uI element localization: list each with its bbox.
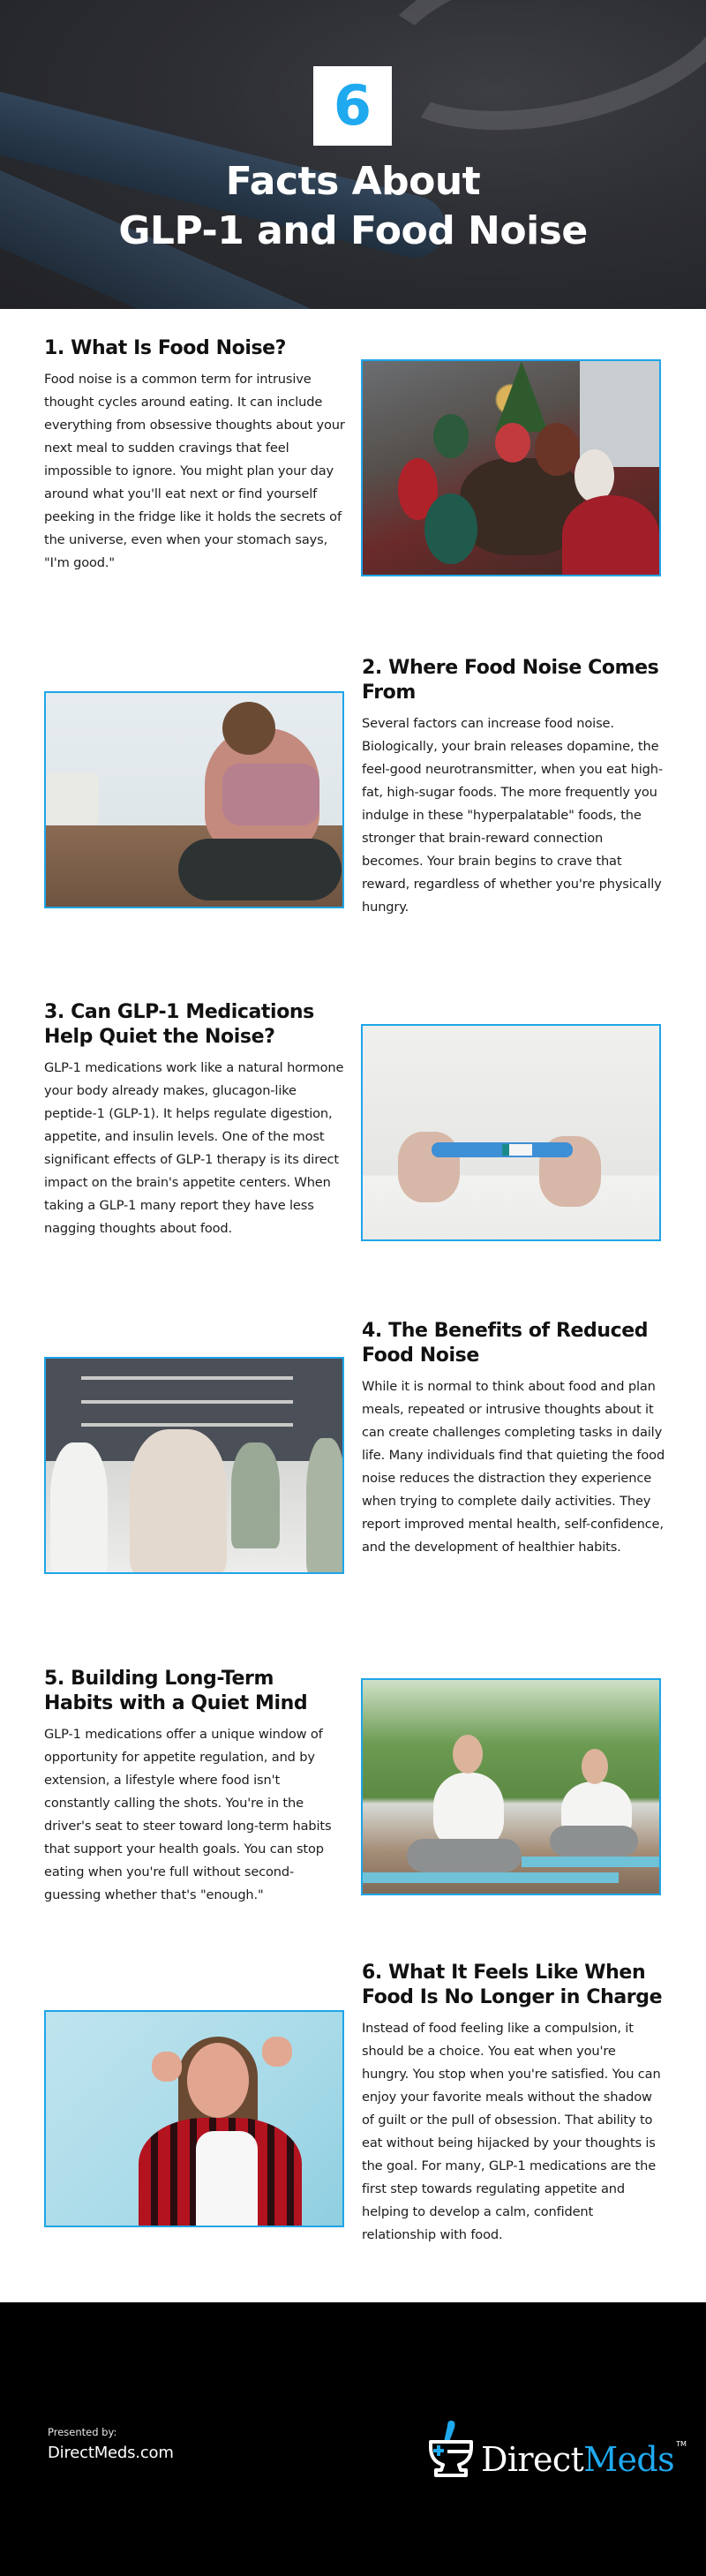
section-title: 5. Building Long-Term Habits with a Quiet Mind [44,1668,308,1714]
section-2-text [362,656,666,919]
number-badge [313,66,392,146]
title-line-2: GLP-1 and Food Noise [118,208,588,253]
section-body: Instead of food feeling like a compulsion, it should be a choice. You eat when you're hungry. You stop when you're satisfied. You can enjoy your favorite meals without the shadow of guilt or the pull of obsession. That ability to eat without being hijacked by your thoughts is the goal. For many, GLP-1 medications are the first step towards regulating appetite and helping to develop a calm, confident relationship with food. [362,2021,661,2242]
section-body: Food noise is a common term for intrusive thought cycles around eating. It can include everything from obsessive thoughts about your next meal to sudden cravings that feel impossible to ignore. You might plan your day around what you'll eat next or find yourself peeking in the fridge like it holds the secrets of the universe, even when your stomach says, "I'm good." [44,372,345,570]
celebrating-woman-photo [44,2010,344,2227]
mortar-pestle-icon [428,2419,474,2477]
brand-logo[interactable] [428,2415,687,2477]
section-title: 6. What It Feels Like When Food Is No Longer in Charge [362,1962,663,2008]
stressed-woman-on-floor-photo [44,691,344,908]
section-title: 2. Where Food Noise Comes From [362,657,659,704]
presented-by-label: Presented by: [48,2426,117,2438]
section-body: While it is normal to think about food and plan meals, repeated or intrusive thoughts about it can create challenges completing tasks in daily life. Many individuals find that quieting the food noise reduces the distraction they experience when trying to complete daily activities. They report improved mental health, self-confidence, and the development of healthier habits. [362,1379,665,1555]
section-6-text [362,1961,666,2247]
section-5-text [44,1667,349,1907]
section-4-text [362,1319,666,1559]
section-body: GLP-1 medications work like a natural hormone your body already makes, glucagon-like peptide-1 (GLP-1). It helps regulate digestion, appetite, and insulin levels. One of the most significant effects of GLP-1 therapy is its direct impact on the brain's appetite centers. When taking a GLP-1 many report they have less nagging thoughts about food. [44,1060,344,1236]
section-title: 4. The Benefits of Reduced Food Noise [362,1320,649,1367]
section-3-text [44,1000,349,1240]
fitness-class-photo [44,1357,344,1574]
hands-holding-injection-pen-photo [361,1024,661,1241]
family-holiday-dinner-photo [361,359,661,576]
title-line-1: Facts About [225,159,481,204]
injection-pen [432,1142,573,1157]
website-link[interactable]: DirectMeds.com [48,2444,174,2462]
logo-text-meds: Meds [583,2440,675,2479]
page-title [0,157,706,256]
footer [0,2302,706,2576]
section-body: Several factors can increase food noise. Biologically, your brain releases dopamine, the feel-good neurotransmitter, when you eat high-fat, high-sugar foods. The more frequently you indulge in these "hyperpalatable" foods, the stronger that brain-reward connection becomes. Your brain begins to crave that reward, regardless of whether you're physically hungry. [362,716,663,915]
logo-text-direct: Direct [481,2440,584,2479]
section-1-text [44,336,349,575]
couple-meditating-yoga-photo [361,1678,661,1895]
section-title: 1. What Is Food Noise? [44,337,287,359]
section-title: 3. Can GLP-1 Medications Help Quiet the Noise? [44,1001,314,1048]
hero-banner [0,0,706,309]
section-body: GLP-1 medications offer a unique window of opportunity for appetite regulation, and by extension, a lifestyle where food isn't constantly calling the shots. You're in the driver's seat to steer toward long-term habits that support your health goals. You can stop eating when you're full without second-guessing whether that's "enough." [44,1727,332,1902]
trademark-symbol: TM [676,2440,687,2448]
badge-number: 6 [333,73,372,138]
